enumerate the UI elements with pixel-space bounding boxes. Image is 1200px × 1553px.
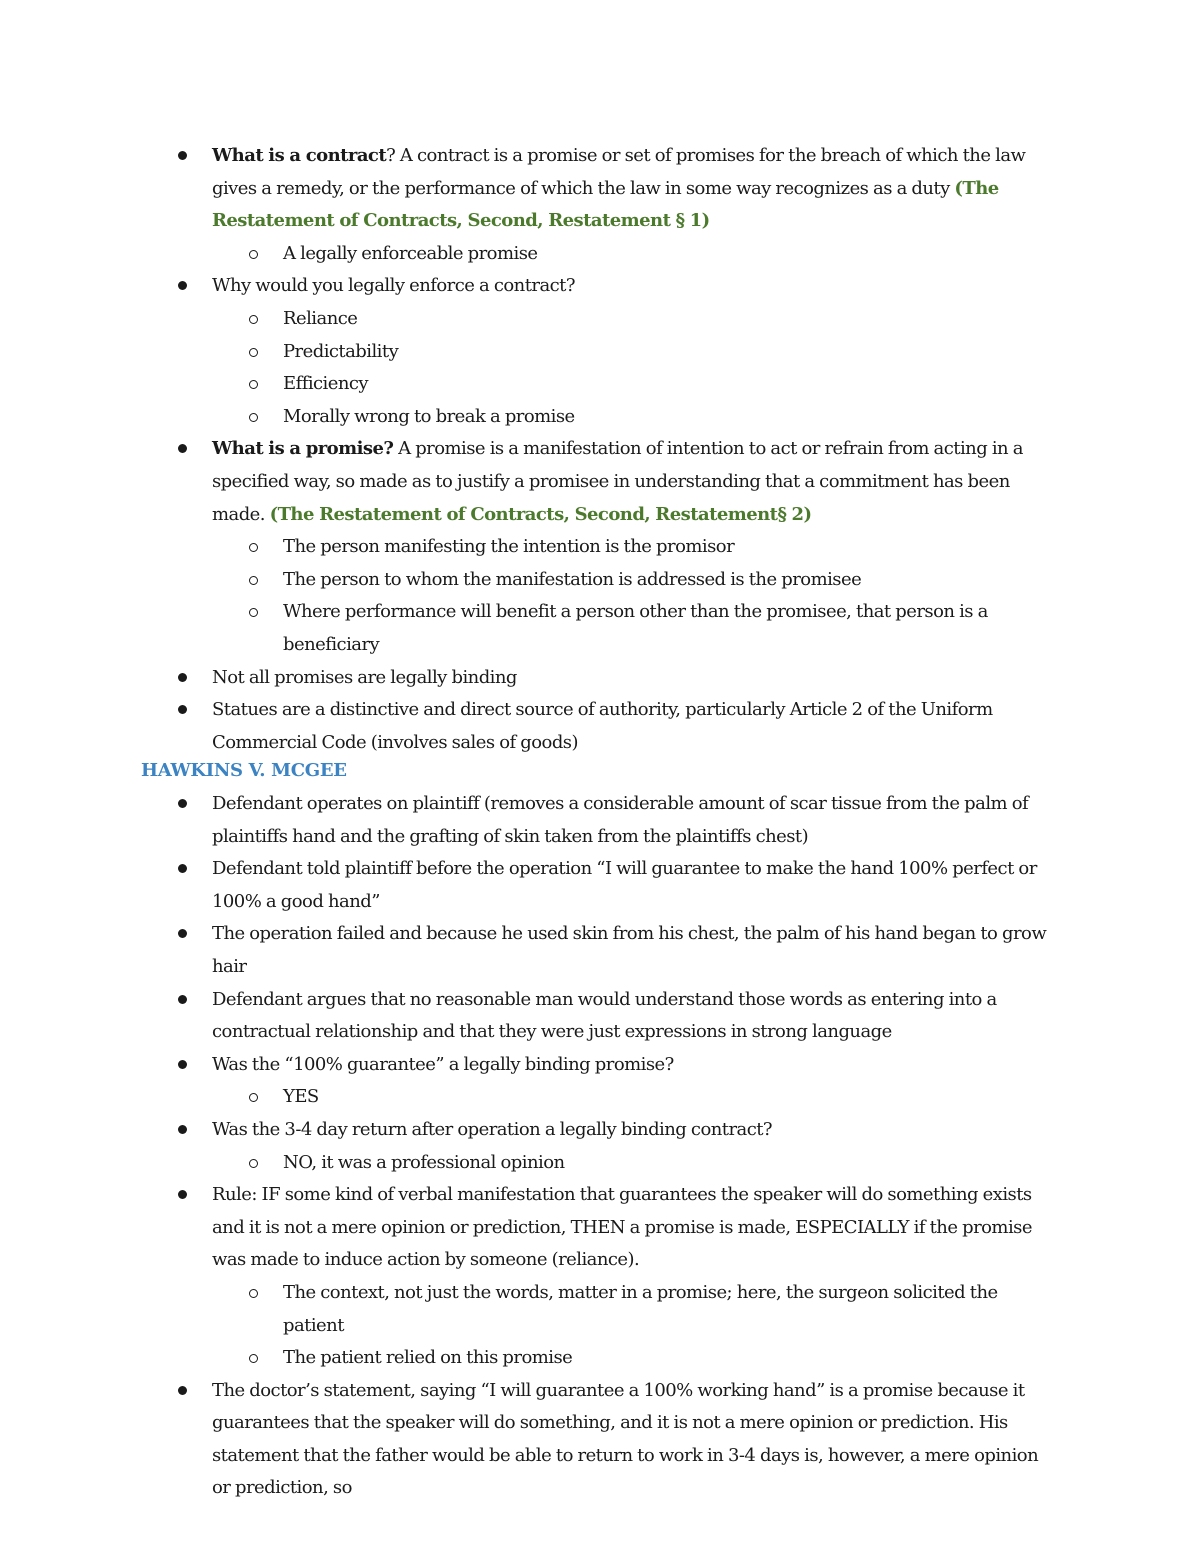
sub-item-text: Efficiency <box>283 373 369 395</box>
sub-item-text: The context, not just the words, matter in a promise; here, the surgeon solicited the patient <box>283 1281 998 1336</box>
list-item-what-is-promise <box>0 433 1200 531</box>
list-item-text: Defendant operates on plaintiff (removes a considerable amount of scar tissue from the palm of plaintiffs hand and the grafting of skin taken from the plaintiffs chest) <box>212 793 1029 847</box>
sub-item-text: Predictability <box>283 340 399 362</box>
list-item <box>0 788 1200 853</box>
list-item-text: Defendant argues that no reasonable man would understand those words as entering into a contractual relationship and that they were just expressions in strong language <box>212 988 997 1043</box>
list-item-why-enforce <box>0 270 1200 303</box>
list-item-text: The operation failed and because he used skin from his chest, the palm of his hand began to grow hair <box>212 923 1047 977</box>
bullet-icon <box>178 281 187 290</box>
bullet-icon <box>178 705 187 714</box>
sub-item <box>0 1342 1200 1375</box>
bullet-icon <box>178 929 187 938</box>
bullet-icon <box>178 1386 187 1395</box>
list-item-not-binding <box>0 662 1200 695</box>
sub-item-text: Where performance will benefit a person other than the promisee, that person is a beneficiary <box>283 601 988 655</box>
sub-item <box>0 336 1200 369</box>
definition-text: A promise is a manifestation of intention to act or refrain from acting in a specified way, so made as to justify a promisee in understanding that a commitment has been made. <box>212 438 1023 525</box>
circle-bullet-icon <box>249 1159 258 1168</box>
bullet-icon <box>178 864 187 873</box>
sub-item-text: Reliance <box>283 307 358 329</box>
circle-bullet-icon <box>249 250 258 259</box>
case-heading: HAWKINS V. MCGEE <box>141 760 347 781</box>
list-item-text: Defendant told plaintiff before the operation “I will guarantee to make the hand 100% perfect or 100% a good hand” <box>212 858 1037 912</box>
bullet-icon <box>178 1190 187 1199</box>
circle-bullet-icon <box>249 543 258 552</box>
list-item-text: Rule: IF some kind of verbal manifestation that guarantees the speaker will do something exists and it is not a mere opinion or prediction, THEN a promise is made, ESPECIALLY if the promise was made to induce action by someone (reliance). <box>212 1184 1032 1271</box>
list-item <box>0 1375 1200 1505</box>
list-item <box>0 853 1200 918</box>
sub-item <box>0 401 1200 434</box>
circle-bullet-icon <box>249 1289 258 1298</box>
list-item-text: Statues are a distinctive and direct source of authority, particularly Article 2 of the Uniform Commercial Code (involves sales of goods) <box>212 699 993 753</box>
circle-bullet-icon <box>249 576 258 585</box>
circle-bullet-icon <box>249 380 258 389</box>
circle-bullet-icon <box>249 608 258 617</box>
sub-item-text: NO, it was a professional opinion <box>283 1151 565 1173</box>
question-label: What is a contract <box>212 145 387 166</box>
list-item-text: Why would you legally enforce a contract? <box>212 275 575 297</box>
intro-list <box>0 140 1200 759</box>
sub-item <box>0 1081 1200 1114</box>
circle-bullet-icon <box>249 348 258 357</box>
list-item <box>0 1114 1200 1147</box>
sub-item-text: The person to whom the manifestation is addressed is the promisee <box>283 568 862 590</box>
restatement-citation: (The Restatement of Contracts, Second, Restatement§ 2) <box>269 503 812 525</box>
sub-item <box>0 368 1200 401</box>
sub-item <box>0 1277 1200 1342</box>
list-item <box>0 1049 1200 1082</box>
bullet-icon <box>178 1060 187 1069</box>
sub-item-text: The person manifesting the intention is the promisor <box>283 536 735 558</box>
list-item-what-is-contract <box>0 140 1200 238</box>
bullet-icon <box>178 444 187 453</box>
sub-item <box>0 564 1200 597</box>
list-item-statues <box>0 694 1200 759</box>
list-item <box>0 1179 1200 1277</box>
sub-item <box>0 238 1200 271</box>
bullet-icon <box>178 673 187 682</box>
list-item <box>0 984 1200 1049</box>
sub-item-text: The patient relied on this promise <box>283 1347 573 1369</box>
question-label: What is a promise? <box>212 438 394 460</box>
circle-bullet-icon <box>249 315 258 324</box>
circle-bullet-icon <box>249 1354 258 1363</box>
sub-item <box>0 531 1200 564</box>
list-item-text: Was the 3-4 day return after operation a legally binding contract? <box>212 1118 773 1140</box>
bullet-icon <box>178 799 187 808</box>
list-item-text: Not all promises are legally binding <box>212 666 517 688</box>
bullet-icon <box>178 151 187 160</box>
bullet-icon <box>178 995 187 1004</box>
sub-item <box>0 1147 1200 1180</box>
circle-bullet-icon <box>249 1093 258 1102</box>
list-item-text: The doctor’s statement, saying “I will guarantee a 100% working hand” is a promise because it guarantees that the speaker will do something, and it is not a mere opinion or prediction. His statement that the father would be able to return to work in 3-4 days is, however, a mere opinion or prediction, so <box>212 1379 1039 1499</box>
bullet-icon <box>178 1125 187 1134</box>
restatement-citation: (The Restatement of Contracts, Second, Restatement § 1) <box>212 177 999 232</box>
list-item-text: Was the “100% guarantee” a legally binding promise? <box>212 1053 674 1075</box>
sub-item-text: Morally wrong to break a promise <box>283 405 575 427</box>
circle-bullet-icon <box>249 413 258 422</box>
definition-text: A contract is a promise or set of promises for the breach of which the law gives a remedy, or the performance of which the law in some way recognizes as a duty <box>212 145 1026 199</box>
case-list <box>0 788 1200 1505</box>
list-item <box>0 918 1200 983</box>
sub-item <box>0 303 1200 336</box>
question-mark: ? <box>386 145 396 166</box>
sub-item <box>0 596 1200 661</box>
sub-item-text: YES <box>283 1086 319 1108</box>
sub-item-text: A legally enforceable promise <box>283 242 538 264</box>
